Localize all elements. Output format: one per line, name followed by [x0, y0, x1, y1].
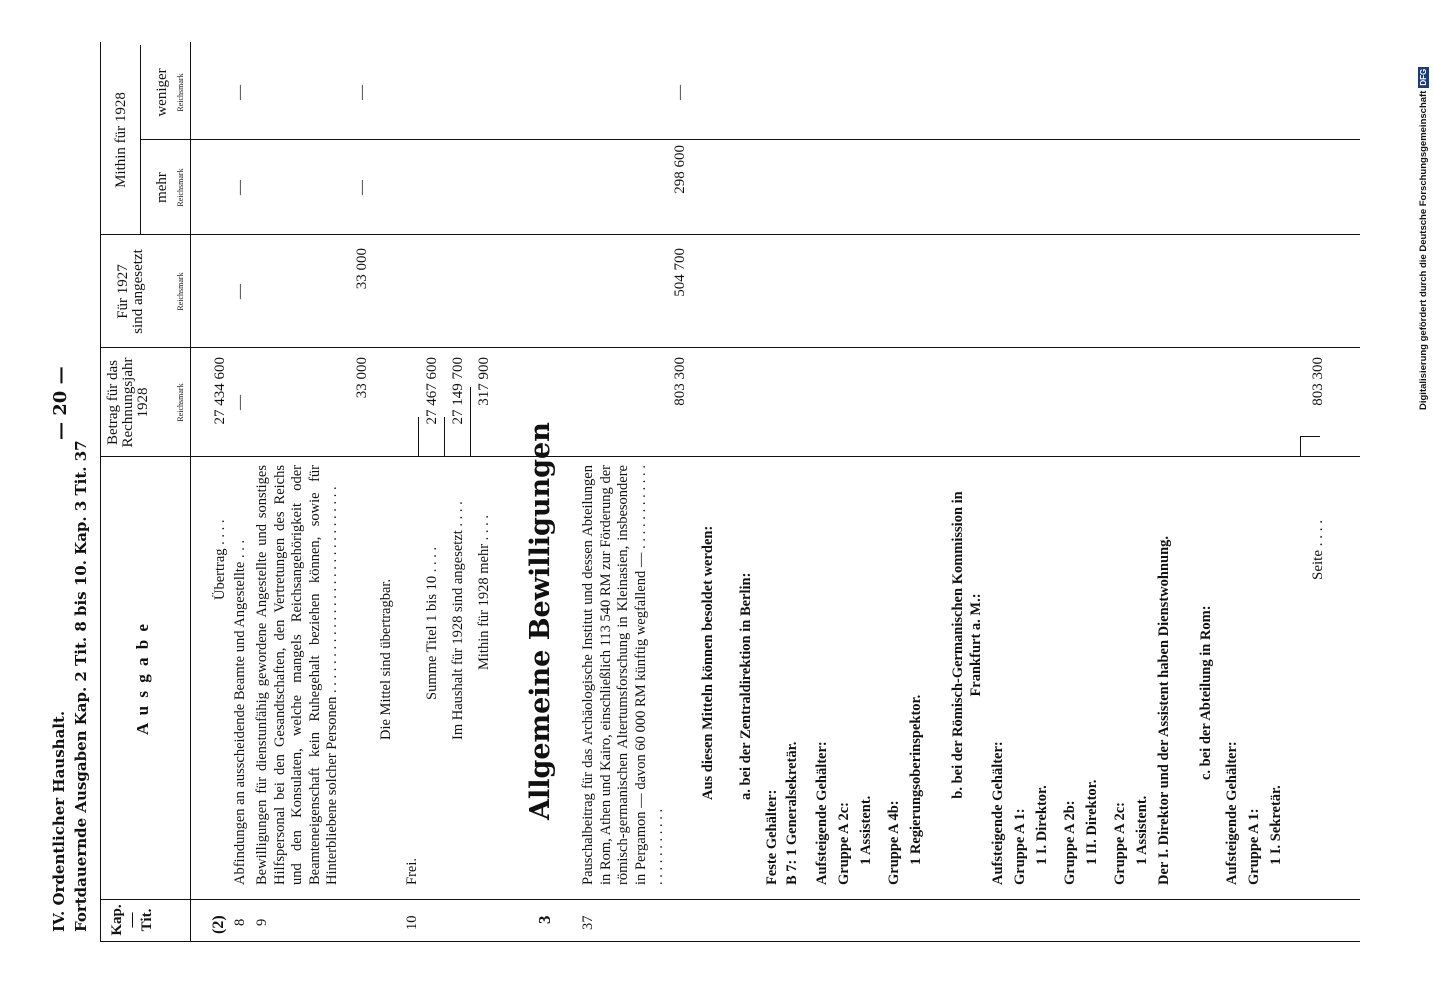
b-line: Aufsteigende Gehälter:	[990, 741, 1006, 885]
c-line: Aufsteigende Gehälter:	[1224, 741, 1240, 885]
part-title: IV. Ordentlicher Haushalt.	[50, 710, 68, 932]
header-ausgabe: A u s g a b e	[133, 622, 152, 735]
page-number: — 20 —	[50, 366, 71, 440]
c-line: 1 I. Sekretär.	[1268, 785, 1284, 865]
tit9-text: Bewilligungen für dienstunfähig gewordene Angestellte und sonstiges Hilfspersonal bei den Gesandtschaften, den Vertretungen des Reichs und den Konsulaten, welche mangels Reichsangehörigkeit oder Beamteneigenschaft kein Ruhegehalt beziehen können, sowie für Hinterbliebene solcher Personen . . . . . . . . . . . . . . . . . . . . . . . . . . . . .	[254, 465, 340, 885]
tit9-note: Die Mittel sind übertragbar.	[378, 578, 394, 740]
header-betrag: Betrag für das Rechnungsjahr 1928	[105, 357, 151, 448]
header-mehr-unit: Reichsmark	[176, 168, 185, 207]
sum-rule-1	[418, 417, 419, 457]
header-mehr: mehr	[154, 172, 170, 203]
subsection-a-title: a. bei der Zentraldirektion in Berlin:	[738, 572, 754, 800]
section-heading: Allgemeine Bewilligungen	[525, 422, 556, 820]
uebertrag-value: 27 434 600	[212, 357, 228, 425]
a-line: 1 Regierungsoberinspektor.	[908, 694, 924, 865]
tit37-mehr: 298 600	[672, 145, 688, 194]
mithin-subheader-rule	[140, 45, 141, 235]
uebertrag-label: Übertrag . . . .	[212, 519, 228, 600]
col-divider-ausgabe	[100, 456, 1360, 457]
subsection-b-title: b. bei der Römisch-Germanischen Kommission in Frankfurt a. M.:	[950, 491, 984, 799]
besoldung-note: Aus diesen Mitteln können besoldet werden:	[700, 525, 716, 800]
tit-number: 10	[404, 915, 420, 930]
b-line: 1 II. Direktor.	[1084, 779, 1100, 865]
tit8-betrag: —	[232, 395, 248, 410]
dfg-logo: DFG	[1419, 68, 1428, 86]
a-line: Gruppe A 2c:	[836, 802, 852, 885]
footer-rule-top	[1300, 437, 1301, 457]
tit9-weniger: —	[354, 85, 370, 100]
header-bottom-rule	[190, 42, 191, 942]
a-line: Aufsteigende Gehälter:	[814, 741, 830, 885]
a-line: B 7: 1 Generalsekretär.	[784, 741, 800, 885]
header-angesetzt-unit: Reichsmark	[176, 272, 185, 311]
subsection-c-title: c. bei der Abteilung in Rom:	[1198, 605, 1214, 780]
b-line: 1 I. Direktor.	[1034, 785, 1050, 865]
tit8-text: Abfindungen an ausscheidende Beamte und Angestellte . . .	[232, 539, 248, 885]
a-line: 1 Assistent.	[858, 795, 874, 865]
tit9-angesetzt: 33 000	[354, 248, 370, 290]
tit8-weniger: —	[232, 85, 248, 100]
header-angesetzt: Für 1927 sind angesetzt	[115, 249, 146, 334]
tit9-mehr: —	[354, 180, 370, 195]
subtitle: Fortdauernde Ausgaben Kap. 2 Tit. 8 bis 10. Kap. 3 Tit. 37	[72, 440, 90, 932]
tit8-mehr: —	[232, 180, 248, 195]
c-line: Gruppe A 1:	[1246, 808, 1262, 885]
b-line: 1 Assistent.	[1134, 795, 1150, 865]
dfg-credit	[1418, 67, 1429, 410]
sum-label: Summe Titel 1 bis 10 . . . .	[424, 546, 440, 700]
a-line: Gruppe A 4b:	[886, 800, 902, 885]
col-divider-angesetzt	[100, 234, 1360, 235]
tit8-angesetzt: —	[232, 284, 248, 299]
seite-label: Seite . . . .	[1310, 520, 1326, 580]
col-divider-kap	[100, 899, 1360, 900]
sum-value: 27 467 600	[424, 357, 440, 425]
b-line: Gruppe A 2b:	[1062, 800, 1078, 885]
sum-rule-2	[444, 417, 445, 457]
sum-rule-3	[470, 387, 471, 457]
tit-number: 37	[580, 915, 596, 930]
tit9-betrag: 33 000	[354, 357, 370, 399]
header-betrag-unit: Reichsmark	[176, 383, 185, 422]
header-kap-tit: Kap. — Tit.	[109, 904, 155, 936]
kap-number: (2)	[210, 915, 227, 934]
tit10-text: Frei.	[404, 858, 420, 885]
col-divider-mehr	[140, 139, 1360, 140]
tit37-angesetzt: 504 700	[672, 248, 688, 297]
table-left-rule	[100, 941, 1360, 942]
kap-number: 3	[535, 915, 554, 924]
b-line: Der I. Direktor und der Assistent haben Dienstwohnung.	[1156, 535, 1172, 885]
sum-value: 27 149 700	[450, 357, 466, 425]
header-mithin: Mithin für 1928	[113, 92, 129, 188]
sum-label: Im Haushalt für 1928 sind angesetzt . . . .	[450, 501, 466, 740]
tit37-betrag: 803 300	[672, 357, 688, 406]
dfg-credit-text: Digitalisierung gefördert durch die Deutsche Forschungsgemeinschaft	[1418, 90, 1429, 410]
tit-number: 9	[254, 918, 270, 926]
col-divider-betrag	[100, 347, 1360, 348]
header-weniger: weniger	[154, 68, 170, 117]
a-line: Feste Gehälter:	[764, 789, 780, 885]
b-line: Gruppe A 1:	[1012, 808, 1028, 885]
table-top-rule	[100, 42, 101, 942]
sum-label: Mithin für 1928 mehr . . . .	[476, 514, 492, 670]
tit37-weniger: —	[672, 85, 688, 100]
header-weniger-unit: Reichsmark	[176, 73, 185, 112]
tit37-text: Pauschalbeitrag für das Archäologische Institut und dessen Abteilungen in Rom, Athen und Kairo, einschließlich 113 540 RM zur Förderung der römisch-germanischen Altertumsforschung in Kleinasien, insbesondere in Pergamon — davon 60 000 RM künftig wegfallend — . . . . . . . . . . . . . . . . . . . . . . .	[580, 465, 666, 885]
sum-value: 317 900	[476, 357, 492, 406]
seite-value: 803 300	[1310, 357, 1326, 406]
tit-number: 8	[232, 918, 248, 926]
b-line: Gruppe A 2c:	[1112, 802, 1128, 885]
